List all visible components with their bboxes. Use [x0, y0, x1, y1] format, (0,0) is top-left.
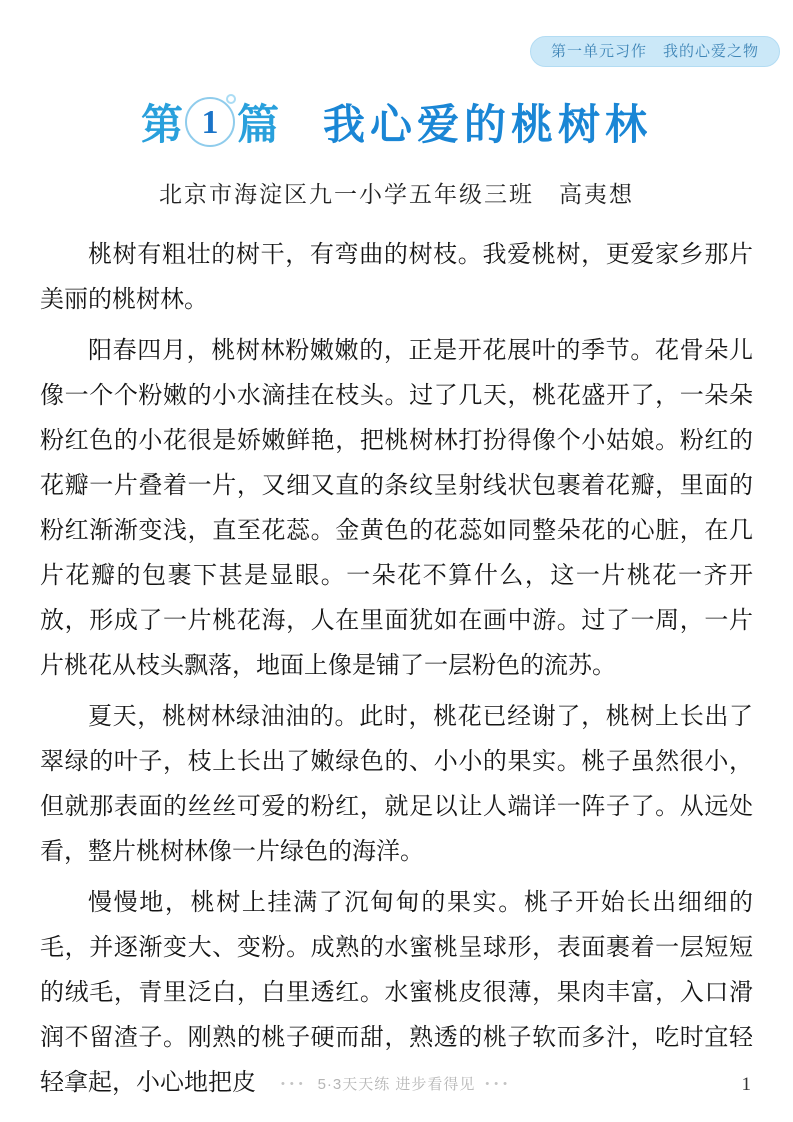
essay-paragraph-1: 桃树有粗壮的树干，有弯曲的树枝。我爱桃树，更爱家乡那片美丽的桃树林。 — [40, 242, 753, 313]
unit-header-badge: 第一单元习作 我的心爱之物 — [530, 36, 780, 67]
footer-dots-right: ••• — [485, 1078, 512, 1090]
essay-paragraph-2: 阳春四月，桃树林粉嫩嫩的，正是开花展叶的季节。花骨朵儿像一个个粉嫩的小水滴挂在枝头。过了几天，桃花盛开了，一朵朵粉红色的小花很是娇嫩鲜艳，把桃树林打扮得像个小姑娘。粉红的花瓣一片叠着一片，又细又直的条纹呈射线状包裹着花瓣，里面的粉红渐渐变浅，直至花蕊。金黄色的花蕊如同整朵花的心脏，在几片花瓣的包裹下甚是显眼。一朵花不算什么，这一片桃花一齐开放，形成了一片桃花海，人在里面犹如在画中游。过了一周，一片片桃花从枝头飘落，地面上像是铺了一层粉色的流苏。 — [40, 338, 753, 679]
footer-slogan-text: 5·3天天练 进步看得见 — [317, 1076, 476, 1093]
essay-number-circle — [185, 97, 235, 147]
essay-number: 1 — [201, 104, 219, 141]
circle-bubble-decoration — [226, 94, 236, 104]
essay-paragraph-4: 慢慢地，桃树上挂满了沉甸甸的果实。桃子开始长出细细的毛，并逐渐变大、变粉。成熟的水蜜桃呈球形，表面裹着一层短短的绒毛，青里泛白，白里透红。水蜜桃皮很薄，果肉丰富，入口滑润不留渣子。刚熟的桃子硬而甜，熟透的桃子软而多汁，吃时宜轻轻拿起，小心地把皮 — [40, 890, 753, 1096]
title-prefix-before: 第 — [140, 103, 183, 149]
title-prefix-after: 篇 — [236, 103, 279, 149]
footer-slogan — [0, 1073, 793, 1094]
essay-body — [40, 233, 753, 1112]
essay-title — [0, 92, 793, 152]
author-byline: 北京市海淀区九一小学五年级三班 高夷想 — [159, 182, 634, 207]
essay-paragraph-3: 夏天，桃树林绿油油的。此时，桃花已经谢了，桃树上长出了翠绿的叶子，枝上长出了嫩绿色的、小小的果实。桃子虽然很小，但就那表面的丝丝可爱的粉红，就足以让人端详一阵子了。从远处看，整片桃树林像一片绿色的海洋。 — [40, 704, 753, 865]
title-main-text: 我心爱的桃树林 — [323, 103, 653, 149]
page-number: 1 — [741, 1074, 751, 1095]
footer-dots-left: ••• — [281, 1078, 308, 1090]
